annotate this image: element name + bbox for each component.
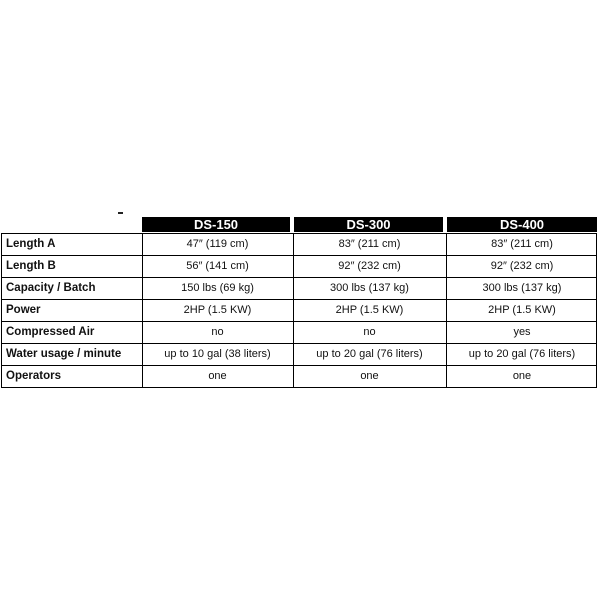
- table-row: [2, 365, 596, 387]
- model-header-ds-400: DS-400: [447, 217, 597, 232]
- cell-ds-150: up to 10 gal (38 liters): [142, 344, 292, 365]
- row-label: Power: [6, 304, 41, 316]
- cell-ds-400: 83″ (211 cm): [446, 234, 597, 255]
- header-row: [1, 217, 597, 232]
- dash-mark: [118, 212, 123, 214]
- table-row: [2, 255, 596, 277]
- cell-ds-150: one: [142, 366, 292, 387]
- row-label: Compressed Air: [6, 326, 95, 338]
- cell-ds-400: 92″ (232 cm): [446, 256, 597, 277]
- cell-ds-150: 56″ (141 cm): [142, 256, 292, 277]
- cell-ds-300: 92″ (232 cm): [293, 256, 445, 277]
- cell-ds-400: 300 lbs (137 kg): [446, 278, 597, 299]
- model-header-ds-300: DS-300: [294, 217, 443, 232]
- cell-ds-300: one: [293, 366, 445, 387]
- cell-ds-300: no: [293, 322, 445, 343]
- table-row: [2, 234, 596, 255]
- cell-ds-150: 2HP (1.5 KW): [142, 300, 292, 321]
- table-row: [2, 343, 596, 365]
- cell-ds-400: one: [446, 366, 597, 387]
- model-header-ds-150: DS-150: [142, 217, 290, 232]
- cell-ds-300: 300 lbs (137 kg): [293, 278, 445, 299]
- cell-ds-150: 150 lbs (69 kg): [142, 278, 292, 299]
- spec-table-body: [1, 233, 597, 388]
- row-label: Water usage / minute: [6, 348, 122, 360]
- cell-ds-400: yes: [446, 322, 597, 343]
- cell-ds-400: 2HP (1.5 KW): [446, 300, 597, 321]
- cell-ds-150: 47″ (119 cm): [142, 234, 292, 255]
- cell-ds-300: 83″ (211 cm): [293, 234, 445, 255]
- table-row: [2, 299, 596, 321]
- cell-ds-300: up to 20 gal (76 liters): [293, 344, 445, 365]
- cell-ds-150: no: [142, 322, 292, 343]
- cell-ds-300: 2HP (1.5 KW): [293, 300, 445, 321]
- row-label: Length B: [6, 260, 56, 272]
- spec-table: [1, 217, 597, 388]
- cell-ds-400: up to 20 gal (76 liters): [446, 344, 597, 365]
- row-label: Operators: [6, 370, 61, 382]
- table-row: [2, 277, 596, 299]
- table-row: [2, 321, 596, 343]
- row-label: Length A: [6, 238, 56, 250]
- row-label: Capacity / Batch: [6, 282, 96, 294]
